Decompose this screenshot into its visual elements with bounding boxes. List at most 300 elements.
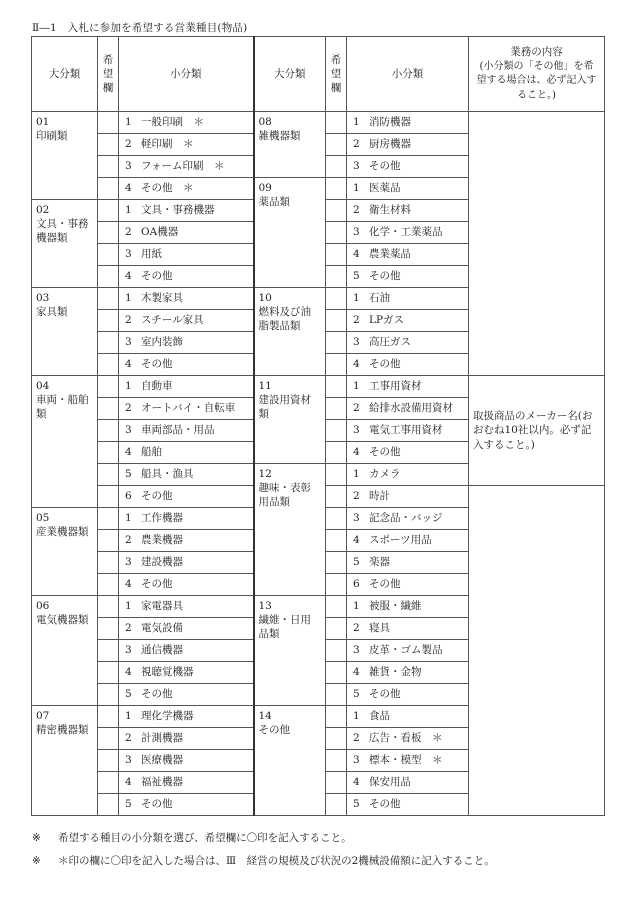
header-minor-left: 小分類 <box>119 37 254 112</box>
subcategory <box>119 618 254 640</box>
subcategory-label: 工作機器 <box>141 512 183 525</box>
subcategory <box>347 772 469 794</box>
subcategory-label: 家電器具 <box>141 600 183 613</box>
subcategory-label: 室内装飾 <box>141 336 183 349</box>
subcategory-number: 1 <box>353 292 360 305</box>
subcategory <box>347 618 469 640</box>
footnote-mark: ※ <box>32 832 41 844</box>
hope-checkbox-cell[interactable] <box>98 332 119 354</box>
category-name: 文具・事務機器類 <box>36 218 89 245</box>
subcategory <box>119 200 254 222</box>
subcategory-number: 2 <box>353 314 360 327</box>
subcategory-label: 石油 <box>369 292 390 305</box>
hope-checkbox-cell[interactable] <box>326 112 347 134</box>
hope-checkbox-cell[interactable] <box>326 574 347 596</box>
hope-checkbox-cell[interactable] <box>98 354 119 376</box>
subcategory-label: 食品 <box>369 710 390 723</box>
subcategory <box>119 662 254 684</box>
page-title: Ⅱ―1 入札に参加を希望する営業種目(物品) <box>32 22 248 34</box>
subcategory <box>347 354 469 376</box>
subcategory-number: 2 <box>125 138 132 151</box>
subcategory <box>347 134 469 156</box>
subcategory-label: 建設機器 <box>141 556 183 569</box>
subcategory-number: 5 <box>353 798 360 811</box>
hope-checkbox-cell[interactable] <box>326 156 347 178</box>
subcategory <box>347 200 469 222</box>
subcategory-label: 船舶 <box>141 446 162 459</box>
subcategory-number: 3 <box>125 556 132 569</box>
business-category-table <box>31 36 605 816</box>
subcategory-label: 衛生材料 <box>369 204 411 217</box>
subcategory <box>347 684 469 706</box>
category-code: 03 <box>36 292 50 304</box>
subcategory-label: OA機器 <box>141 226 179 239</box>
category-code: 09 <box>258 182 272 194</box>
subcategory <box>119 750 254 772</box>
major-category <box>254 112 326 178</box>
hope-checkbox-cell[interactable] <box>326 552 347 574</box>
major-category <box>254 376 326 464</box>
subcategory-label: 時計 <box>369 490 390 503</box>
subcategory-label: 工事用資材 <box>369 380 422 393</box>
subcategory-label: カメラ <box>369 468 401 481</box>
subcategory-label: 用紙 <box>141 248 162 261</box>
subcategory-number: 3 <box>125 754 132 767</box>
hope-checkbox-cell[interactable] <box>326 706 347 728</box>
subcategory-number: 2 <box>353 138 360 151</box>
subcategory-label: その他 <box>141 358 173 371</box>
hope-checkbox-cell[interactable] <box>326 530 347 552</box>
major-category <box>32 508 98 596</box>
subcategory-number: 2 <box>125 622 132 635</box>
subcategory <box>119 508 254 530</box>
subcategory-number: 3 <box>125 424 132 437</box>
hope-checkbox-cell[interactable] <box>98 662 119 684</box>
subcategory-number: 4 <box>125 666 132 679</box>
subcategory <box>119 398 254 420</box>
footnote-1 <box>32 830 352 845</box>
subcategory <box>347 222 469 244</box>
hope-checkbox-cell[interactable] <box>326 640 347 662</box>
hope-checkbox-cell[interactable] <box>326 486 347 508</box>
subcategory-number: 2 <box>125 534 132 547</box>
subcategory-number: 1 <box>125 710 132 723</box>
subcategory <box>347 376 469 398</box>
header-hope-left <box>98 37 119 112</box>
subcategory-number: 4 <box>125 182 132 195</box>
hope-checkbox-cell[interactable] <box>98 288 119 310</box>
subcategory <box>119 552 254 574</box>
subcategory-label: 楽器 <box>369 556 390 569</box>
hope-checkbox-cell[interactable] <box>326 596 347 618</box>
table-row <box>32 376 605 398</box>
category-code: 10 <box>258 292 272 304</box>
category-name: 産業機器類 <box>36 526 89 539</box>
subcategory <box>347 420 469 442</box>
hope-checkbox-cell[interactable] <box>98 178 119 200</box>
subcategory <box>347 508 469 530</box>
maker-name-blank[interactable] <box>469 486 605 816</box>
subcategory <box>119 354 254 376</box>
subcategory-number: 1 <box>353 600 360 613</box>
category-code: 12 <box>258 468 272 480</box>
major-category <box>32 596 98 706</box>
subcategory-label: 医薬品 <box>369 182 401 195</box>
category-code: 06 <box>36 600 50 612</box>
subcategory <box>119 112 254 134</box>
hope-checkbox-cell[interactable] <box>98 266 119 288</box>
subcategory-label: 皮革・ゴム製品 <box>369 644 443 657</box>
hope-checkbox-cell[interactable] <box>326 442 347 464</box>
subcategory <box>347 310 469 332</box>
subcategory-number: 4 <box>353 776 360 789</box>
subcategory <box>347 728 469 750</box>
hope-checkbox-cell[interactable] <box>98 772 119 794</box>
subcategory-label: 記念品・バッジ <box>369 512 443 525</box>
subcategory-number: 1 <box>353 116 360 129</box>
subcategory-number: 4 <box>353 446 360 459</box>
subcategory-label: その他 <box>141 688 173 701</box>
subcategory-number: 5 <box>353 688 360 701</box>
subcategory <box>119 244 254 266</box>
subcategory-label: 一般印刷 ＊ <box>141 116 204 129</box>
subcategory <box>119 376 254 398</box>
hope-checkbox-cell[interactable] <box>326 244 347 266</box>
hope-checkbox-cell[interactable] <box>98 530 119 552</box>
subcategory-label: その他 <box>369 270 401 283</box>
subcategory-number: 3 <box>125 336 132 349</box>
subcategory-number: 1 <box>353 182 360 195</box>
subcategory-number: 6 <box>125 490 132 503</box>
subcategory <box>119 464 254 486</box>
subcategory-label: 保安用品 <box>369 776 411 789</box>
subcategory-label: 通信機器 <box>141 644 183 657</box>
subcategory <box>347 178 469 200</box>
subcategory <box>347 266 469 288</box>
subcategory-number: 1 <box>353 380 360 393</box>
hope-checkbox-cell[interactable] <box>98 552 119 574</box>
hope-checkbox-cell[interactable] <box>326 266 347 288</box>
subcategory-number: 4 <box>353 358 360 371</box>
hope-checkbox-cell[interactable] <box>98 398 119 420</box>
maker-note: 取扱商品のメーカー名(おおむね10社以内。必ず記入すること。) <box>473 410 593 451</box>
subcategory-number: 1 <box>125 204 132 217</box>
subcategory-number: 2 <box>353 732 360 745</box>
subcategory-label: スポーツ用品 <box>369 534 432 547</box>
hope-checkbox-cell[interactable] <box>326 618 347 640</box>
category-name: 精密機器類 <box>36 724 89 737</box>
hope-checkbox-cell[interactable] <box>326 728 347 750</box>
subcategory <box>347 112 469 134</box>
hope-checkbox-cell[interactable] <box>98 486 119 508</box>
category-code: 04 <box>36 380 50 392</box>
category-code: 11 <box>258 380 272 392</box>
category-code: 13 <box>258 600 272 612</box>
category-name: その他 <box>258 724 290 737</box>
subcategory-number: 1 <box>125 600 132 613</box>
subcategory-label: その他 <box>141 798 173 811</box>
subcategory-label: 寝具 <box>369 622 390 635</box>
hope-checkbox-cell[interactable] <box>326 420 347 442</box>
hope-checkbox-cell[interactable] <box>98 618 119 640</box>
category-code: 05 <box>36 512 50 524</box>
category-code: 08 <box>258 116 272 128</box>
hope-checkbox-cell[interactable] <box>98 134 119 156</box>
subcategory-label: 軽印刷 ＊ <box>141 138 194 151</box>
subcategory-label: 医療機器 <box>141 754 183 767</box>
subcategory <box>347 332 469 354</box>
footnote-text: ＊印の欄に〇印を記入した場合は、Ⅲ 経営の規模及び状況の2機械設備額に記入すること。 <box>58 855 495 867</box>
subcategory-label: その他 ＊ <box>141 182 194 195</box>
subcategory-number: 4 <box>353 248 360 261</box>
subcategory-number: 3 <box>353 754 360 767</box>
category-name: 家具類 <box>36 306 68 319</box>
header-hope-text: 希 望 欄 <box>330 53 342 95</box>
hope-checkbox-cell[interactable] <box>98 222 119 244</box>
subcategory-label: その他 <box>369 578 401 591</box>
subcategory-number: 4 <box>125 358 132 371</box>
subcategory-label: その他 <box>141 578 173 591</box>
major-category <box>254 464 326 596</box>
hope-checkbox-cell[interactable] <box>98 244 119 266</box>
subcategory-number: 2 <box>125 402 132 415</box>
category-name: 趣味・表彰用品類 <box>258 482 311 509</box>
subcategory-number: 4 <box>125 578 132 591</box>
subcategory <box>119 420 254 442</box>
subcategory-label: 電気工事用資材 <box>369 424 443 437</box>
hope-checkbox-cell[interactable] <box>98 750 119 772</box>
subcategory-label: 車両部品・用品 <box>141 424 215 437</box>
hope-checkbox-cell[interactable] <box>98 112 119 134</box>
hope-checkbox-cell[interactable] <box>326 200 347 222</box>
subcategory-number: 1 <box>125 116 132 129</box>
subcategory-number: 4 <box>125 776 132 789</box>
subcategory <box>347 156 469 178</box>
subcategory <box>347 794 469 816</box>
subcategory-label: 計測機器 <box>141 732 183 745</box>
subcategory <box>119 640 254 662</box>
subcategory-number: 3 <box>125 644 132 657</box>
category-name: 繊維・日用品類 <box>258 614 311 641</box>
subcategory-label: 厨房機器 <box>369 138 411 151</box>
hope-checkbox-cell[interactable] <box>326 508 347 530</box>
subcategory-label: 自動車 <box>141 380 173 393</box>
subcategory-label: 文具・事務機器 <box>141 204 215 217</box>
hope-checkbox-cell[interactable] <box>326 222 347 244</box>
header-hope-right <box>326 37 347 112</box>
subcategory-label: LPガス <box>369 314 405 327</box>
subcategory-number: 2 <box>353 204 360 217</box>
subcategory-number: 2 <box>353 402 360 415</box>
hope-checkbox-cell[interactable] <box>326 134 347 156</box>
hope-checkbox-cell[interactable] <box>98 596 119 618</box>
subcategory-number: 3 <box>353 512 360 525</box>
subcategory-number: 4 <box>125 270 132 283</box>
subcategory <box>347 640 469 662</box>
subcategory-number: 4 <box>125 446 132 459</box>
subcategory-number: 5 <box>353 270 360 283</box>
category-name: 建設用資材類 <box>258 394 311 421</box>
subcategory-label: 消防機器 <box>369 116 411 129</box>
details-note: (小分類の「その他」を希望する場合は、必ず記入すること。) <box>476 60 597 101</box>
subcategory <box>119 288 254 310</box>
subcategory-number: 5 <box>125 798 132 811</box>
major-category <box>254 288 326 376</box>
hope-checkbox-cell[interactable] <box>98 464 119 486</box>
hope-checkbox-cell[interactable] <box>98 794 119 816</box>
subcategory-number: 3 <box>353 644 360 657</box>
hope-checkbox-cell[interactable] <box>326 464 347 486</box>
hope-checkbox-cell[interactable] <box>98 728 119 750</box>
subcategory <box>119 486 254 508</box>
subcategory-label: 雑貨・金物 <box>369 666 422 679</box>
subcategory <box>347 574 469 596</box>
subcategory <box>119 156 254 178</box>
subcategory <box>347 398 469 420</box>
subcategory <box>347 706 469 728</box>
subcategory <box>119 332 254 354</box>
subcategory-number: 2 <box>125 314 132 327</box>
subcategory <box>119 684 254 706</box>
subcategory <box>347 288 469 310</box>
subcategory-number: 2 <box>353 490 360 503</box>
category-name: 雑機器類 <box>258 130 301 143</box>
hope-checkbox-cell[interactable] <box>326 178 347 200</box>
subcategory-number: 5 <box>353 556 360 569</box>
subcategory <box>119 728 254 750</box>
header-row <box>32 37 605 112</box>
subcategory-number: 3 <box>125 160 132 173</box>
category-name: 燃料及び油脂製品類 <box>258 306 311 333</box>
hope-checkbox-cell[interactable] <box>326 662 347 684</box>
hope-checkbox-cell[interactable] <box>326 684 347 706</box>
subcategory-number: 2 <box>125 732 132 745</box>
business-details-input[interactable] <box>469 112 605 376</box>
category-name: 薬品類 <box>258 196 290 209</box>
subcategory-number: 5 <box>125 688 132 701</box>
subcategory-number: 3 <box>353 336 360 349</box>
major-category <box>32 706 98 816</box>
subcategory-number: 4 <box>353 666 360 679</box>
major-category <box>32 288 98 376</box>
hope-checkbox-cell[interactable] <box>98 200 119 222</box>
footnote-text: 希望する種目の小分類を選び、希望欄に〇印を記入すること。 <box>58 832 352 844</box>
hope-checkbox-cell[interactable] <box>326 794 347 816</box>
major-category <box>32 112 98 200</box>
header-minor-right: 小分類 <box>347 37 469 112</box>
hope-checkbox-cell[interactable] <box>326 288 347 310</box>
subcategory <box>347 244 469 266</box>
hope-checkbox-cell[interactable] <box>326 310 347 332</box>
subcategory-label: その他 <box>141 270 173 283</box>
subcategory-label: 木製家具 <box>141 292 183 305</box>
subcategory-label: 福祉機器 <box>141 776 183 789</box>
subcategory <box>119 310 254 332</box>
hope-checkbox-cell[interactable] <box>98 376 119 398</box>
subcategory-label: 船具・漁具 <box>141 468 194 481</box>
table-row <box>32 112 605 134</box>
hope-checkbox-cell[interactable] <box>326 398 347 420</box>
header-major-left: 大分類 <box>32 37 98 112</box>
hope-checkbox-cell[interactable] <box>98 156 119 178</box>
subcategory <box>347 662 469 684</box>
subcategory <box>347 552 469 574</box>
subcategory-label: オートバイ・自転車 <box>141 402 236 415</box>
category-name: 印刷類 <box>36 130 68 143</box>
subcategory <box>119 178 254 200</box>
subcategory-label: その他 <box>369 446 401 459</box>
subcategory-number: 5 <box>125 468 132 481</box>
category-name: 車両・船舶類 <box>36 394 89 421</box>
hope-checkbox-cell[interactable] <box>326 354 347 376</box>
subcategory-number: 2 <box>353 622 360 635</box>
subcategory-label: フォーム印刷 ＊ <box>141 160 225 173</box>
subcategory-number: 3 <box>353 160 360 173</box>
subcategory-number: 1 <box>125 380 132 393</box>
hope-checkbox-cell[interactable] <box>98 442 119 464</box>
subcategory-label: 農業薬品 <box>369 248 411 261</box>
subcategory-label: 広告・看板 ＊ <box>369 732 443 745</box>
subcategory-label: 給排水設備用資材 <box>369 402 453 415</box>
hope-checkbox-cell[interactable] <box>98 508 119 530</box>
subcategory <box>119 134 254 156</box>
subcategory-label: 高圧ガス <box>369 336 411 349</box>
subcategory-number: 4 <box>353 534 360 547</box>
hope-checkbox-cell[interactable] <box>98 706 119 728</box>
category-code: 14 <box>258 710 272 722</box>
maker-name-input[interactable] <box>469 376 605 486</box>
hope-checkbox-cell[interactable] <box>98 684 119 706</box>
hope-checkbox-cell[interactable] <box>98 640 119 662</box>
major-category <box>32 376 98 508</box>
subcategory-number: 3 <box>125 248 132 261</box>
subcategory <box>119 222 254 244</box>
hope-checkbox-cell[interactable] <box>98 574 119 596</box>
subcategory-label: その他 <box>141 490 173 503</box>
subcategory-label: 視聴覚機器 <box>141 666 194 679</box>
header-details <box>469 37 605 112</box>
category-code: 02 <box>36 204 50 216</box>
subcategory-number: 1 <box>125 292 132 305</box>
hope-checkbox-cell[interactable] <box>326 772 347 794</box>
subcategory <box>119 266 254 288</box>
major-category <box>254 596 326 706</box>
subcategory-number: 3 <box>353 424 360 437</box>
header-major-right: 大分類 <box>254 37 326 112</box>
subcategory <box>119 596 254 618</box>
footnote-2 <box>32 853 495 868</box>
subcategory <box>119 794 254 816</box>
subcategory-number: 1 <box>125 512 132 525</box>
subcategory-label: その他 <box>369 358 401 371</box>
subcategory-number: 6 <box>353 578 360 591</box>
subcategory <box>347 530 469 552</box>
category-code: 01 <box>36 116 50 128</box>
subcategory <box>347 486 469 508</box>
category-name: 電気機器類 <box>36 614 89 627</box>
hope-checkbox-cell[interactable] <box>326 750 347 772</box>
hope-checkbox-cell[interactable] <box>326 376 347 398</box>
details-title: 業務の内容 <box>510 45 563 58</box>
subcategory-number: 3 <box>353 226 360 239</box>
hope-checkbox-cell[interactable] <box>98 420 119 442</box>
subcategory <box>347 442 469 464</box>
hope-checkbox-cell[interactable] <box>98 310 119 332</box>
subcategory-label: 電気設備 <box>141 622 183 635</box>
major-category <box>32 200 98 288</box>
subcategory <box>119 530 254 552</box>
hope-checkbox-cell[interactable] <box>326 332 347 354</box>
